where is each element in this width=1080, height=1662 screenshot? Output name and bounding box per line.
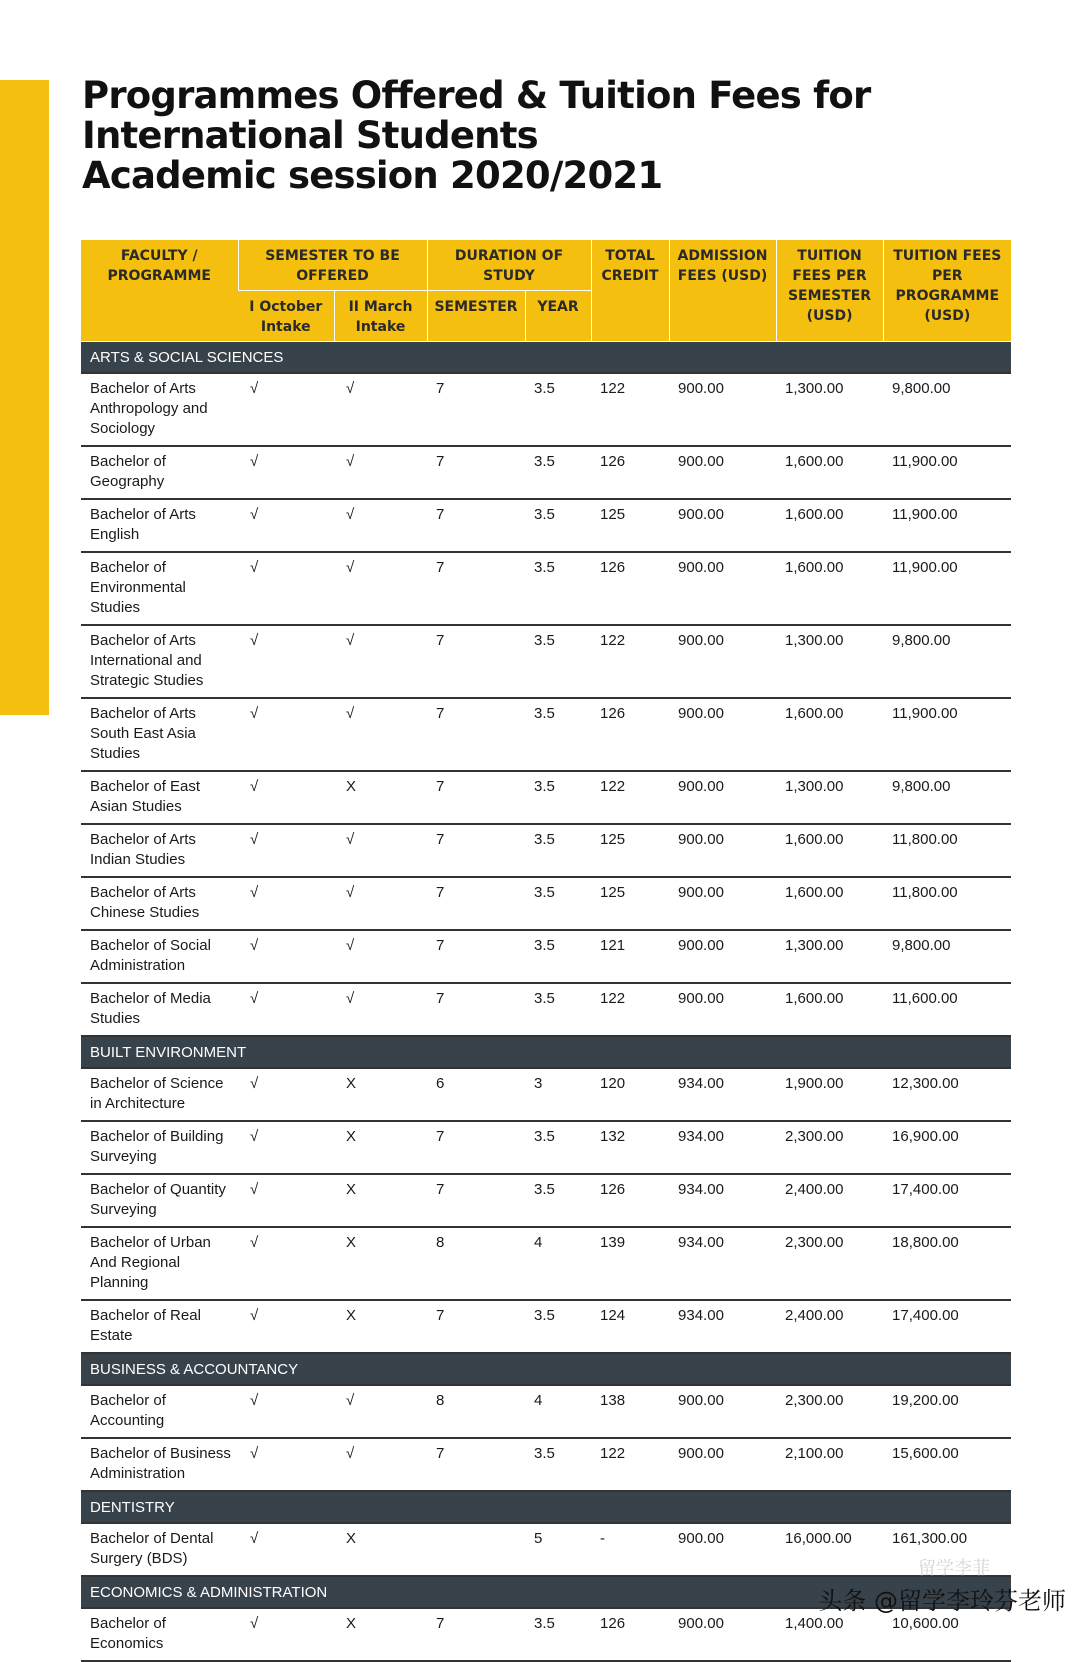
table-row (81, 446, 1011, 499)
programme-name: Bachelor of Arts International and Strategic Studies (81, 625, 238, 698)
page-title (82, 76, 870, 196)
duration-years: 3.5 (525, 1121, 591, 1174)
admission-fee: 900.00 (669, 698, 776, 771)
programme-name: Bachelor of Dental Surgery (BDS) (81, 1523, 238, 1576)
march-intake-mark: X (334, 1174, 427, 1227)
duration-years: 3.5 (525, 824, 591, 877)
march-intake-mark: √ (334, 698, 427, 771)
tuition-per-programme: 9,800.00 (883, 373, 1011, 446)
october-intake-mark: √ (238, 771, 334, 824)
duration-years: 3.5 (525, 1608, 591, 1661)
duration-semesters: 7 (427, 1121, 525, 1174)
duration-years: 3.5 (525, 552, 591, 625)
tuition-per-programme: 11,900.00 (883, 552, 1011, 625)
duration-semesters: 7 (427, 625, 525, 698)
header-faculty: FACULTY / PROGRAMME (81, 240, 238, 342)
total-credit: 122 (591, 983, 669, 1036)
table-row (81, 771, 1011, 824)
programme-name: Bachelor of Geography (81, 446, 238, 499)
tuition-per-programme: 11,900.00 (883, 698, 1011, 771)
total-credit: 126 (591, 698, 669, 771)
table-row (81, 1068, 1011, 1121)
march-intake-mark: √ (334, 499, 427, 552)
october-intake-mark: √ (238, 698, 334, 771)
tuition-per-programme: 9,800.00 (883, 771, 1011, 824)
programme-name: Bachelor of Social Administration (81, 930, 238, 983)
total-credit: 125 (591, 499, 669, 552)
table-row (81, 1300, 1011, 1353)
admission-fee: 900.00 (669, 1385, 776, 1438)
table-row (81, 373, 1011, 446)
programme-name: Bachelor of Science in Architecture (81, 1068, 238, 1121)
total-credit: 122 (591, 771, 669, 824)
duration-years: 3.5 (525, 1174, 591, 1227)
total-credit: 122 (591, 1438, 669, 1491)
march-intake-mark: √ (334, 877, 427, 930)
table-row (81, 1523, 1011, 1576)
duration-years: 3.5 (525, 983, 591, 1036)
october-intake-mark: √ (238, 446, 334, 499)
title-line-3: Academic session 2020/2021 (82, 154, 663, 197)
admission-fee: 934.00 (669, 1068, 776, 1121)
duration-semesters: 7 (427, 1438, 525, 1491)
programme-name: Bachelor of Environmental Studies (81, 552, 238, 625)
tuition-per-semester: 2,400.00 (776, 1300, 883, 1353)
march-intake-mark: X (334, 1608, 427, 1661)
march-intake-mark: √ (334, 930, 427, 983)
tuition-per-programme: 17,400.00 (883, 1300, 1011, 1353)
duration-years: 3.5 (525, 930, 591, 983)
header-tuition-per-programme: TUITION FEES PER PROGRAMME (USD) (883, 240, 1011, 342)
total-credit: 138 (591, 1385, 669, 1438)
duration-years: 4 (525, 1227, 591, 1300)
duration-years: 3.5 (525, 625, 591, 698)
tuition-per-programme: 19,200.00 (883, 1385, 1011, 1438)
admission-fee: 900.00 (669, 446, 776, 499)
programme-name: Bachelor of Economics (81, 1608, 238, 1661)
admission-fee: 900.00 (669, 877, 776, 930)
tuition-per-programme: 11,600.00 (883, 983, 1011, 1036)
tuition-per-semester: 2,400.00 (776, 1174, 883, 1227)
programme-name: Bachelor of Quantity Surveying (81, 1174, 238, 1227)
programme-name: Bachelor of Arts South East Asia Studies (81, 698, 238, 771)
section-title: ARTS & SOCIAL SCIENCES (81, 342, 1011, 374)
table-header (81, 240, 1011, 342)
total-credit: 126 (591, 1174, 669, 1227)
admission-fee: 934.00 (669, 1300, 776, 1353)
programme-name: Bachelor of Media Studies (81, 983, 238, 1036)
october-intake-mark: √ (238, 1174, 334, 1227)
tuition-per-semester: 1,600.00 (776, 877, 883, 930)
header-year: YEAR (525, 291, 591, 342)
march-intake-mark: X (334, 1068, 427, 1121)
october-intake-mark: √ (238, 1121, 334, 1174)
october-intake-mark: √ (238, 552, 334, 625)
tuition-per-semester: 2,100.00 (776, 1438, 883, 1491)
total-credit: 126 (591, 1608, 669, 1661)
october-intake-mark: √ (238, 1227, 334, 1300)
tuition-per-programme: 15,600.00 (883, 1438, 1011, 1491)
tuition-per-programme: 11,900.00 (883, 446, 1011, 499)
total-credit: 126 (591, 446, 669, 499)
duration-semesters: 7 (427, 698, 525, 771)
duration-semesters: 7 (427, 930, 525, 983)
tuition-per-semester: 16,000.00 (776, 1523, 883, 1576)
duration-semesters: 7 (427, 1300, 525, 1353)
march-intake-mark: √ (334, 1438, 427, 1491)
tuition-per-programme: 11,800.00 (883, 824, 1011, 877)
october-intake-mark: √ (238, 499, 334, 552)
section-title: DENTISTRY (81, 1491, 1011, 1523)
duration-semesters: 7 (427, 1174, 525, 1227)
duration-years: 3.5 (525, 446, 591, 499)
march-intake-mark: √ (334, 1385, 427, 1438)
duration-semesters: 6 (427, 1068, 525, 1121)
total-credit: 132 (591, 1121, 669, 1174)
table-row (81, 552, 1011, 625)
admission-fee: 900.00 (669, 771, 776, 824)
tuition-per-semester: 1,600.00 (776, 552, 883, 625)
october-intake-mark: √ (238, 1385, 334, 1438)
tuition-per-programme: 9,800.00 (883, 930, 1011, 983)
tuition-per-programme: 17,400.00 (883, 1174, 1011, 1227)
section-header (81, 1353, 1011, 1385)
programme-name: Bachelor of Urban And Regional Planning (81, 1227, 238, 1300)
march-intake-mark: √ (334, 552, 427, 625)
october-intake-mark: √ (238, 983, 334, 1036)
admission-fee: 900.00 (669, 373, 776, 446)
march-intake-mark: X (334, 1121, 427, 1174)
tuition-per-semester: 1,600.00 (776, 824, 883, 877)
duration-semesters: 7 (427, 824, 525, 877)
october-intake-mark: √ (238, 1068, 334, 1121)
tuition-per-programme: 10,600.00 (883, 1608, 1011, 1661)
watermark: 头条 @留学李玲芬老师 (818, 1587, 1066, 1615)
section-title: ECONOMICS & ADMINISTRATION (81, 1576, 1011, 1608)
total-credit: 122 (591, 373, 669, 446)
march-intake-mark: √ (334, 983, 427, 1036)
table-row (81, 499, 1011, 552)
tuition-per-programme: 12,300.00 (883, 1068, 1011, 1121)
programme-name: Bachelor of Arts English (81, 499, 238, 552)
duration-years: 3 (525, 1068, 591, 1121)
duration-semesters: 7 (427, 373, 525, 446)
total-credit: 126 (591, 552, 669, 625)
march-intake-mark: X (334, 771, 427, 824)
tuition-per-semester: 1,600.00 (776, 499, 883, 552)
tuition-per-programme: 161,300.00 (883, 1523, 1011, 1576)
yellow-side-bar (0, 80, 49, 715)
admission-fee: 900.00 (669, 930, 776, 983)
tuition-per-semester: 1,600.00 (776, 983, 883, 1036)
october-intake-mark: √ (238, 625, 334, 698)
admission-fee: 900.00 (669, 824, 776, 877)
header-october-intake: I October Intake (238, 291, 334, 342)
admission-fee: 900.00 (669, 625, 776, 698)
duration-semesters: 7 (427, 983, 525, 1036)
march-intake-mark: X (334, 1300, 427, 1353)
admission-fee: 934.00 (669, 1121, 776, 1174)
march-intake-mark: √ (334, 446, 427, 499)
tuition-per-programme: 16,900.00 (883, 1121, 1011, 1174)
programme-name: Bachelor of Arts Indian Studies (81, 824, 238, 877)
tuition-per-semester: 1,300.00 (776, 771, 883, 824)
october-intake-mark: √ (238, 877, 334, 930)
programme-name: Bachelor of East Asian Studies (81, 771, 238, 824)
admission-fee: 934.00 (669, 1227, 776, 1300)
tuition-per-programme: 11,800.00 (883, 877, 1011, 930)
admission-fee: 900.00 (669, 1608, 776, 1661)
table-row (81, 698, 1011, 771)
tuition-per-semester: 1,900.00 (776, 1068, 883, 1121)
header-duration: DURATION OF STUDY (427, 240, 591, 291)
admission-fee: 900.00 (669, 1438, 776, 1491)
tuition-per-programme: 9,800.00 (883, 625, 1011, 698)
table-row (81, 1174, 1011, 1227)
header-admission-fees: ADMISSION FEES (USD) (669, 240, 776, 342)
table-row (81, 877, 1011, 930)
total-credit: 139 (591, 1227, 669, 1300)
programme-name: Bachelor of Building Surveying (81, 1121, 238, 1174)
duration-years: 3.5 (525, 1438, 591, 1491)
duration-semesters: 7 (427, 771, 525, 824)
duration-semesters: 7 (427, 499, 525, 552)
duration-years: 3.5 (525, 698, 591, 771)
header-semester: SEMESTER (427, 291, 525, 342)
header-march-intake: II March Intake (334, 291, 427, 342)
admission-fee: 900.00 (669, 499, 776, 552)
duration-years: 3.5 (525, 499, 591, 552)
tuition-per-semester: 1,300.00 (776, 373, 883, 446)
tuition-per-programme: 18,800.00 (883, 1227, 1011, 1300)
tuition-per-semester: 1,300.00 (776, 625, 883, 698)
october-intake-mark: √ (238, 930, 334, 983)
table-row (81, 1227, 1011, 1300)
duration-semesters: 7 (427, 552, 525, 625)
title-line-1: Programmes Offered & Tuition Fees for (82, 74, 871, 117)
october-intake-mark: √ (238, 824, 334, 877)
table-row (81, 824, 1011, 877)
duration-semesters: 7 (427, 1608, 525, 1661)
march-intake-mark: √ (334, 625, 427, 698)
admission-fee: 934.00 (669, 1174, 776, 1227)
table-body (81, 342, 1011, 1662)
programme-name: Bachelor of Arts Chinese Studies (81, 877, 238, 930)
table-row (81, 983, 1011, 1036)
programme-name: Bachelor of Business Administration (81, 1438, 238, 1491)
section-header (81, 342, 1011, 374)
table-row (81, 1385, 1011, 1438)
duration-years: 3.5 (525, 1300, 591, 1353)
october-intake-mark: √ (238, 1523, 334, 1576)
table-row (81, 1438, 1011, 1491)
admission-fee: 900.00 (669, 552, 776, 625)
programme-name: Bachelor of Real Estate (81, 1300, 238, 1353)
admission-fee: 900.00 (669, 983, 776, 1036)
fees-table (81, 240, 1011, 1662)
march-intake-mark: X (334, 1523, 427, 1576)
section-header (81, 1491, 1011, 1523)
total-credit: 125 (591, 877, 669, 930)
october-intake-mark: √ (238, 1438, 334, 1491)
total-credit: 125 (591, 824, 669, 877)
duration-semesters: 7 (427, 446, 525, 499)
duration-semesters: 8 (427, 1385, 525, 1438)
title-line-2: International Students (82, 114, 538, 157)
tuition-per-semester: 1,400.00 (776, 1608, 883, 1661)
duration-semesters (427, 1523, 525, 1576)
header-semester-offered: SEMESTER TO BE OFFERED (238, 240, 427, 291)
total-credit: - (591, 1523, 669, 1576)
header-total-credit: TOTAL CREDIT (591, 240, 669, 342)
duration-years: 3.5 (525, 373, 591, 446)
header-tuition-per-semester: TUITION FEES PER SEMESTER (USD) (776, 240, 883, 342)
duration-years: 3.5 (525, 771, 591, 824)
table-row (81, 625, 1011, 698)
total-credit: 124 (591, 1300, 669, 1353)
october-intake-mark: √ (238, 1608, 334, 1661)
programme-name: Bachelor of Arts Anthropology and Sociology (81, 373, 238, 446)
section-title: BUILT ENVIRONMENT (81, 1036, 1011, 1068)
duration-years: 4 (525, 1385, 591, 1438)
tuition-per-semester: 2,300.00 (776, 1385, 883, 1438)
total-credit: 120 (591, 1068, 669, 1121)
table-row (81, 1121, 1011, 1174)
october-intake-mark: √ (238, 1300, 334, 1353)
section-title: BUSINESS & ACCOUNTANCY (81, 1353, 1011, 1385)
duration-semesters: 8 (427, 1227, 525, 1300)
tuition-per-semester: 2,300.00 (776, 1121, 883, 1174)
tuition-per-programme: 11,900.00 (883, 499, 1011, 552)
tuition-per-semester: 1,300.00 (776, 930, 883, 983)
admission-fee: 900.00 (669, 1523, 776, 1576)
total-credit: 121 (591, 930, 669, 983)
tuition-per-semester: 1,600.00 (776, 446, 883, 499)
march-intake-mark: √ (334, 373, 427, 446)
watermark-ghost: 留学李菲 (918, 1558, 990, 1579)
march-intake-mark: √ (334, 824, 427, 877)
duration-semesters: 7 (427, 877, 525, 930)
duration-years: 5 (525, 1523, 591, 1576)
march-intake-mark: X (334, 1227, 427, 1300)
table-row (81, 930, 1011, 983)
tuition-per-semester: 2,300.00 (776, 1227, 883, 1300)
tuition-per-semester: 1,600.00 (776, 698, 883, 771)
total-credit: 122 (591, 625, 669, 698)
programme-name: Bachelor of Accounting (81, 1385, 238, 1438)
section-header (81, 1036, 1011, 1068)
october-intake-mark: √ (238, 373, 334, 446)
duration-years: 3.5 (525, 877, 591, 930)
